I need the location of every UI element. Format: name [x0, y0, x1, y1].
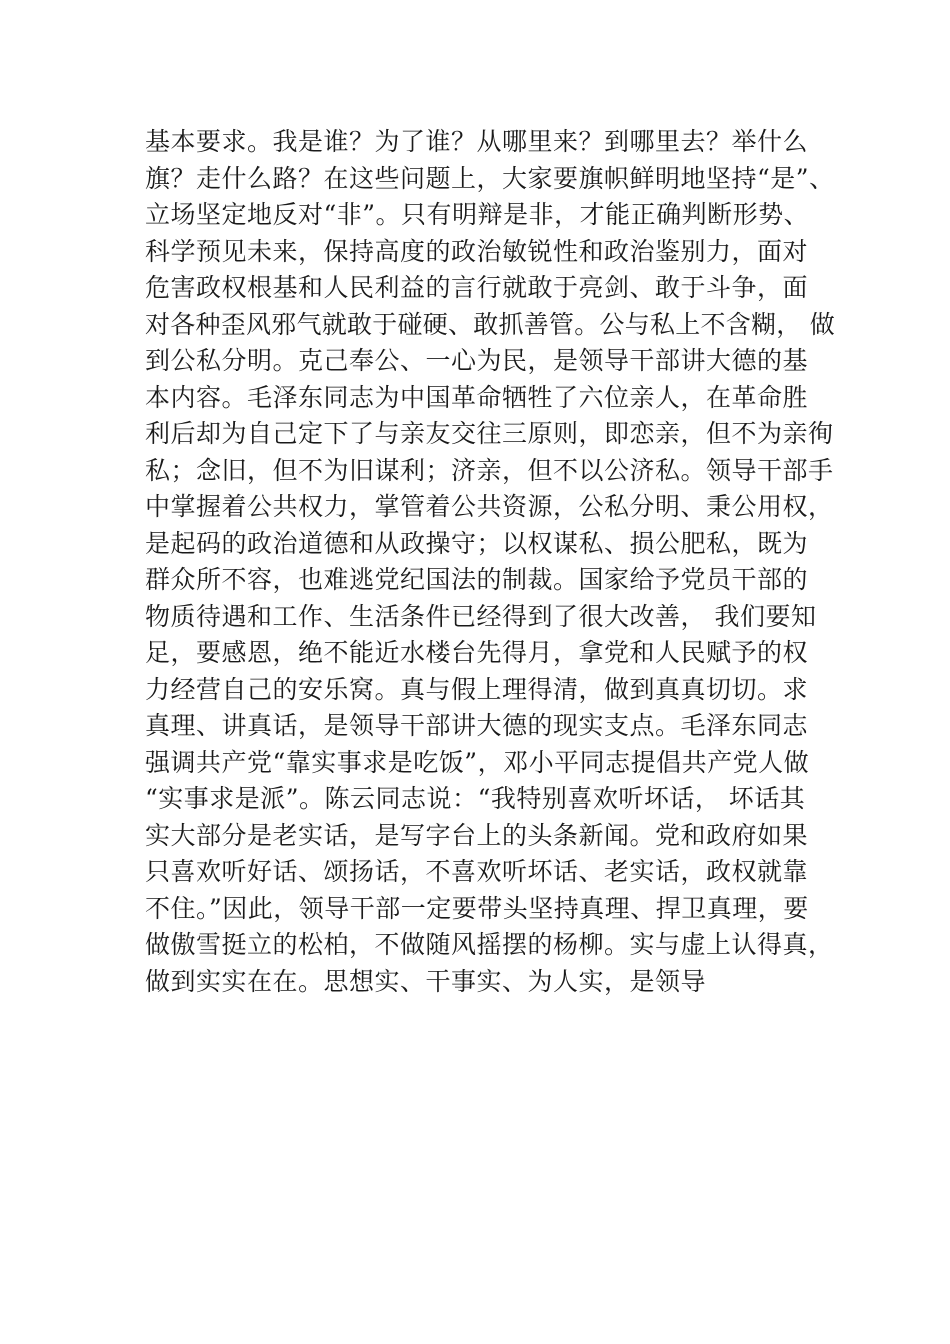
- text-line: 对各种歪风邪气就敢于碰硬、敢抓善管。公与私上不含糊， 做: [145, 309, 835, 339]
- text-line: 本内容。毛泽东同志为中国革命牺牲了六位亲人，在革命胜: [145, 382, 809, 412]
- text-line: 力经营自己的安乐窝。真与假上理得清，做到真真切切。求: [145, 674, 809, 704]
- text-line: 实大部分是老实话，是写字台上的头条新闻。党和政府如果: [145, 820, 809, 850]
- text-line: 不住。”因此，领导干部一定要带头坚持真理、捍卫真理，要: [145, 893, 809, 923]
- body-text: [145, 124, 835, 1000]
- text-line: 旗？走什么路？在这些问题上，大家要旗帜鲜明地坚持“是”、: [145, 163, 835, 193]
- text-line: 做到实实在在。思想实、干事实、为人实，是领导: [145, 966, 707, 996]
- text-line: 到公私分明。克己奉公、一心为民，是领导干部讲大德的基: [145, 346, 809, 375]
- text-line: 立场坚定地反对“非”。只有明辩是非，才能正确判断形势、: [145, 200, 810, 229]
- text-line: 是起码的政治道德和从政操守；以权谋私、损公肥私，既为: [145, 528, 809, 558]
- text-line: 基本要求。我是谁？为了谁？从哪里来？到哪里去？举什么: [145, 127, 809, 156]
- text-line: 做傲雪挺立的松柏，不做随风摇摆的杨柳。实与虚上认得真，: [145, 930, 834, 959]
- text-line: “实事求是派”。陈云同志说：“我特别喜欢听坏话， 坏话其: [145, 784, 806, 813]
- text-line: 只喜欢听好话、颂扬话，不喜欢听坏话、老实话，政权就靠: [145, 857, 809, 886]
- text-line: 足，要感恩，绝不能近水楼台先得月，拿党和人民赋予的权: [145, 638, 809, 667]
- text-line: 私；念旧，但不为旧谋利；济亲，但不以公济私。领导干部手: [145, 455, 834, 485]
- text-line: 中掌握着公共权力，掌管着公共资源，公私分明、秉公用权，: [145, 492, 834, 521]
- text-line: 科学预见未来，保持高度的政治敏锐性和政治鉴别力，面对: [145, 236, 809, 266]
- text-line: 真理、讲真话，是领导干部讲大德的现实支点。毛泽东同志: [145, 711, 809, 740]
- text-line: 物质待遇和工作、生活条件已经得到了很大改善， 我们要知: [145, 601, 817, 631]
- text-line: 强调共产党“靠实事求是吃饭”，邓小平同志提倡共产党人做: [145, 747, 810, 777]
- text-line: 利后却为自己定下了与亲友交往三原则，即恋亲，但不为亲徇: [145, 419, 834, 448]
- text-line: 危害政权根基和人民利益的言行就敢于亮剑、敢于斗争，面: [145, 273, 809, 302]
- text-line: 群众所不容，也难逃党纪国法的制裁。国家给予党员干部的: [145, 565, 809, 594]
